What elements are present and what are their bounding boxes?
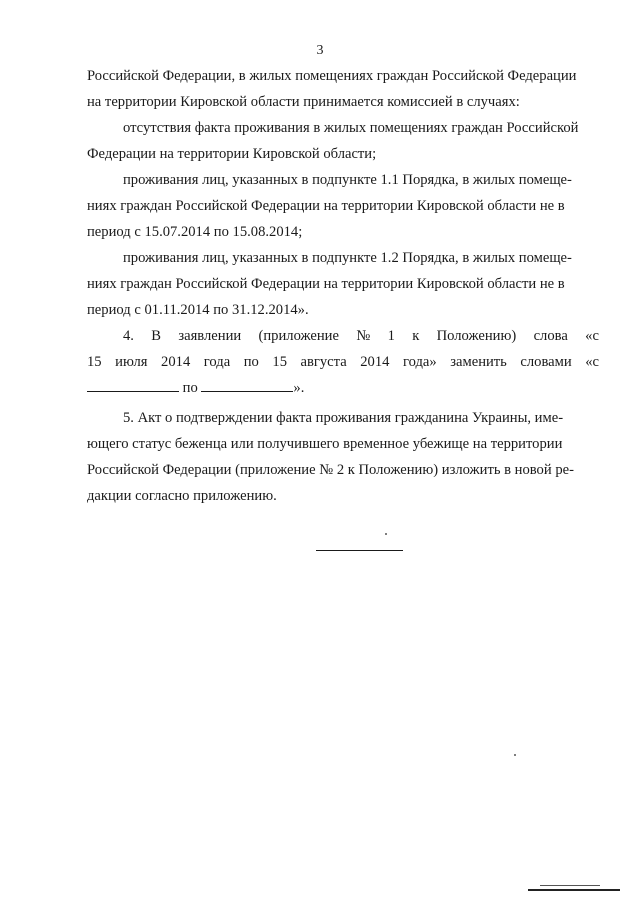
blank-field-end	[201, 379, 293, 392]
word: августа	[300, 354, 347, 370]
text-line-blanks	[87, 379, 304, 397]
word: 15	[87, 354, 102, 370]
text-line: ниях граждан Российской Федерации на территории Кировской области не в	[87, 198, 565, 214]
scan-artifact-line	[528, 889, 620, 891]
word: словами	[520, 354, 572, 370]
text-line: на территории Кировской области принимается комиссией в случаях:	[87, 94, 520, 110]
text-line: 5. Акт о подтверждении факта проживания гражданина Украины, име-	[123, 410, 564, 426]
word: июля	[115, 354, 148, 370]
word: года»	[402, 354, 437, 370]
word: 2014	[360, 354, 390, 370]
word: ».	[293, 380, 305, 396]
word: В	[151, 328, 162, 344]
text-line: проживания лиц, указанных в подпункте 1.2 Порядка, в жилых помеще-	[123, 250, 572, 266]
word: Положению)	[436, 328, 517, 344]
text-line: проживания лиц, указанных в подпункте 1.1 Порядка, в жилых помеще-	[123, 172, 572, 188]
word: к	[412, 328, 420, 344]
word: года	[203, 354, 231, 370]
text-line: Российской Федерации, в жилых помещениях граждан Российской Федерации	[87, 68, 577, 84]
text-line: ниях граждан Российской Федерации на территории Кировской области не в	[87, 276, 565, 292]
word: (приложение	[258, 328, 339, 344]
word: «с	[585, 328, 599, 344]
blank-field-start	[87, 379, 179, 392]
word: 4.	[123, 328, 134, 344]
word: заявлении	[178, 328, 242, 344]
scan-artifact-line	[540, 885, 600, 886]
word: по	[182, 380, 198, 396]
word: 15	[272, 354, 287, 370]
word: «с	[585, 354, 599, 370]
scan-speck	[385, 533, 387, 535]
word: 2014	[161, 354, 191, 370]
word: 1	[387, 328, 395, 344]
end-of-text-rule	[316, 550, 403, 551]
text-line-justified	[123, 327, 599, 345]
word: по	[243, 354, 259, 370]
page-number: 3	[316, 43, 324, 58]
text-line: Федерации на территории Кировской области;	[87, 146, 377, 162]
word: №	[356, 328, 371, 344]
text-line: период с 15.07.2014 по 15.08.2014;	[87, 224, 303, 240]
text-line-justified	[87, 353, 599, 371]
text-line: период с 01.11.2014 по 31.12.2014».	[87, 302, 309, 318]
scan-speck	[514, 754, 516, 756]
text-line: Российской Федерации (приложение № 2 к Положению) изложить в новой ре-	[87, 462, 574, 478]
text-line: ющего статус беженца или получившего временное убежище на территории	[87, 436, 563, 452]
text-line: отсутствия факта проживания в жилых помещениях граждан Российской	[123, 120, 579, 136]
word: заменить	[450, 354, 507, 370]
text-line: дакции согласно приложению.	[87, 488, 277, 504]
word: слова	[533, 328, 568, 344]
